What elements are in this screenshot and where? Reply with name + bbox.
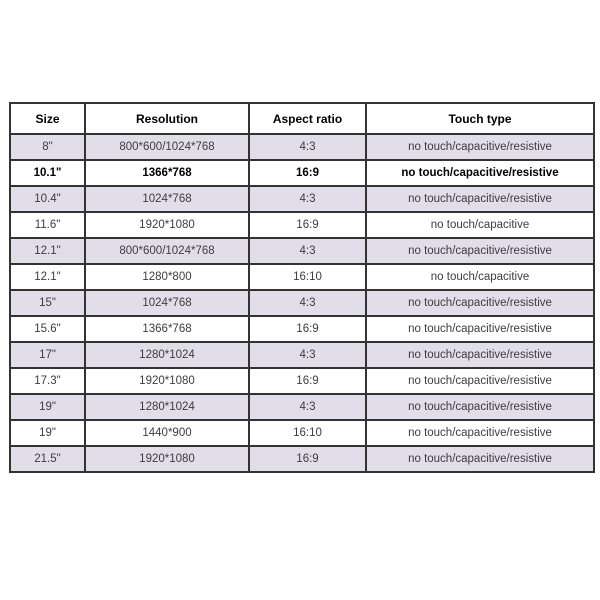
cell-size: 19" [10,420,85,446]
display-spec-table [9,102,595,473]
cell-aspect: 4:3 [249,186,366,212]
cell-size: 17" [10,342,85,368]
cell-aspect: 4:3 [249,290,366,316]
cell-touch: no touch/capacitive/resistive [366,446,594,472]
cell-resolution: 1440*900 [85,420,249,446]
cell-aspect: 16:10 [249,264,366,290]
cell-resolution: 1366*768 [85,316,249,342]
cell-touch: no touch/capacitive/resistive [366,420,594,446]
cell-aspect: 4:3 [249,394,366,420]
table-row [10,316,594,342]
cell-resolution: 1280*1024 [85,342,249,368]
column-header-touch-type: Touch type [366,103,594,134]
cell-resolution: 1280*1024 [85,394,249,420]
cell-touch: no touch/capacitive [366,264,594,290]
cell-size: 10.1" [10,160,85,186]
cell-aspect: 16:9 [249,316,366,342]
cell-aspect: 16:9 [249,212,366,238]
cell-resolution: 1366*768 [85,160,249,186]
cell-touch: no touch/capacitive/resistive [366,290,594,316]
table-row [10,160,594,186]
cell-touch: no touch/capacitive [366,212,594,238]
cell-size: 10.4" [10,186,85,212]
cell-touch: no touch/capacitive/resistive [366,134,594,160]
column-header-aspect-ratio: Aspect ratio [249,103,366,134]
table-row [10,420,594,446]
cell-aspect: 16:9 [249,160,366,186]
table-row [10,134,594,160]
cell-touch: no touch/capacitive/resistive [366,394,594,420]
table-row [10,368,594,394]
cell-aspect: 4:3 [249,134,366,160]
cell-size: 12.1" [10,264,85,290]
table-row [10,238,594,264]
cell-aspect: 4:3 [249,238,366,264]
cell-size: 11.6" [10,212,85,238]
cell-touch: no touch/capacitive/resistive [366,186,594,212]
cell-touch: no touch/capacitive/resistive [366,342,594,368]
cell-aspect: 16:9 [249,446,366,472]
cell-aspect: 16:10 [249,420,366,446]
cell-resolution: 1920*1080 [85,212,249,238]
cell-resolution: 1920*1080 [85,368,249,394]
table-row [10,446,594,472]
cell-resolution: 1024*768 [85,186,249,212]
table-row [10,186,594,212]
column-header-resolution: Resolution [85,103,249,134]
cell-resolution: 1280*800 [85,264,249,290]
cell-touch: no touch/capacitive/resistive [366,238,594,264]
cell-resolution: 1920*1080 [85,446,249,472]
cell-size: 17.3" [10,368,85,394]
column-header-size: Size [10,103,85,134]
table-row [10,264,594,290]
cell-resolution: 1024*768 [85,290,249,316]
cell-size: 21.5" [10,446,85,472]
cell-aspect: 16:9 [249,368,366,394]
table-row [10,212,594,238]
cell-touch: no touch/capacitive/resistive [366,316,594,342]
table-row [10,290,594,316]
cell-size: 12.1" [10,238,85,264]
cell-size: 15.6" [10,316,85,342]
cell-aspect: 4:3 [249,342,366,368]
cell-size: 19" [10,394,85,420]
cell-resolution: 800*600/1024*768 [85,134,249,160]
table-row [10,394,594,420]
cell-touch: no touch/capacitive/resistive [366,368,594,394]
header-row [10,103,594,134]
cell-size: 15" [10,290,85,316]
cell-touch: no touch/capacitive/resistive [366,160,594,186]
cell-size: 8" [10,134,85,160]
cell-resolution: 800*600/1024*768 [85,238,249,264]
table-row [10,342,594,368]
